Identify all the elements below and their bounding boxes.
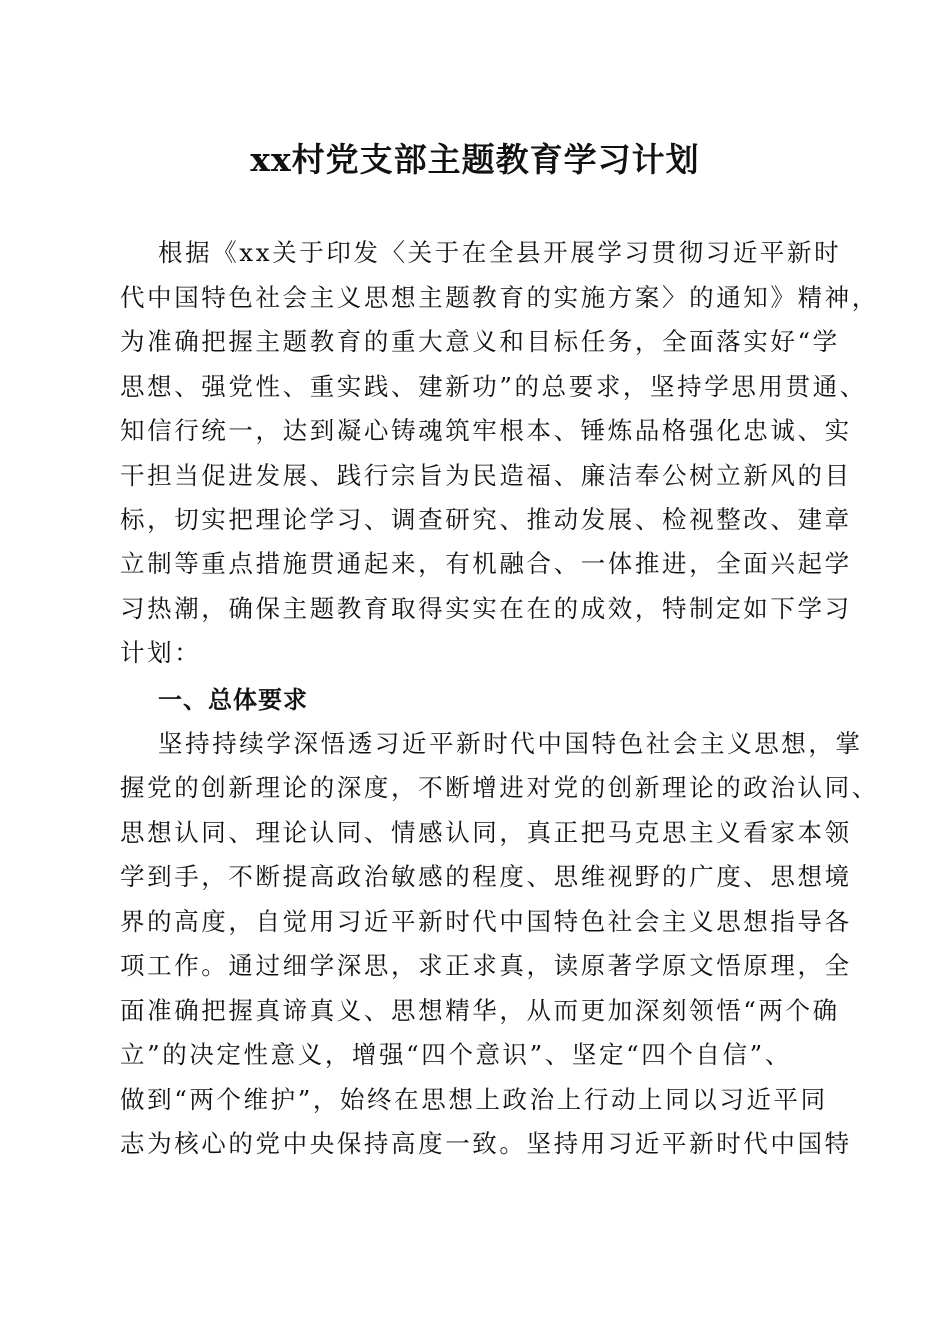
paragraph-line: 学到手，不断提高政治敏感的程度、思维视野的广度、思想境 [120, 862, 852, 891]
paragraph-line: 立制等重点措施贯通起来，有机融合、一体推进，全面兴起学 [120, 549, 852, 578]
section-heading: 一、总体要求 [158, 686, 308, 714]
paragraph-line: 思想、强党性、重实践、建新功”的总要求，坚持学思用贯通、 [120, 372, 867, 401]
paragraph-line: 做到“两个维护”，始终在思想上政治上行动上同以习近平同 [120, 1085, 828, 1114]
paragraph-line: 根据《xx关于印发〈关于在全县开展学习贯彻习近平新时 [158, 238, 842, 267]
paragraph-line: 立”的决定性意义，增强“四个意识”、坚定“四个自信”、 [120, 1040, 792, 1069]
paragraph-line: 干担当促进发展、践行宗旨为民造福、廉洁奉公树立新风的目 [120, 461, 852, 490]
paragraph-line: 思想认同、理论认同、情感认同，真正把马克思主义看家本领 [120, 818, 852, 847]
paragraph-line: 知信行统一，达到凝心铸魂筑牢根本、锤炼品格强化忠诚、实 [120, 416, 852, 445]
paragraph-line: 面准确把握真谛真义、思想精华，从而更加深刻领悟“两个确 [120, 996, 840, 1025]
paragraph-line: 志为核心的党中央保持高度一致。坚持用习近平新时代中国特 [120, 1129, 852, 1158]
document-title: xx村党支部主题教育学习计划 [250, 140, 700, 179]
paragraph-line: 标，切实把理论学习、调查研究、推动发展、检视整改、建章 [120, 505, 852, 534]
paragraph-line: 习热潮，确保主题教育取得实实在在的成效，特制定如下学习 [120, 594, 852, 623]
paragraph-line: 项工作。通过细学深思，求正求真，读原著学原文悟原理，全 [120, 951, 852, 980]
paragraph-line: 界的高度，自觉用习近平新时代中国特色社会主义思想指导各 [120, 907, 852, 936]
paragraph-line: 计划： [120, 638, 202, 667]
paragraph-line: 代中国特色社会主义思想主题教育的实施方案〉的通知》精神， [120, 283, 879, 312]
paragraph-line: 握党的创新理论的深度，不断增进对党的创新理论的政治认同、 [120, 773, 879, 802]
paragraph-line: 坚持持续学深悟透习近平新时代中国特色社会主义思想，掌 [158, 729, 863, 758]
paragraph-line: 为准确把握主题教育的重大意义和目标任务，全面落实好“学 [120, 327, 840, 356]
